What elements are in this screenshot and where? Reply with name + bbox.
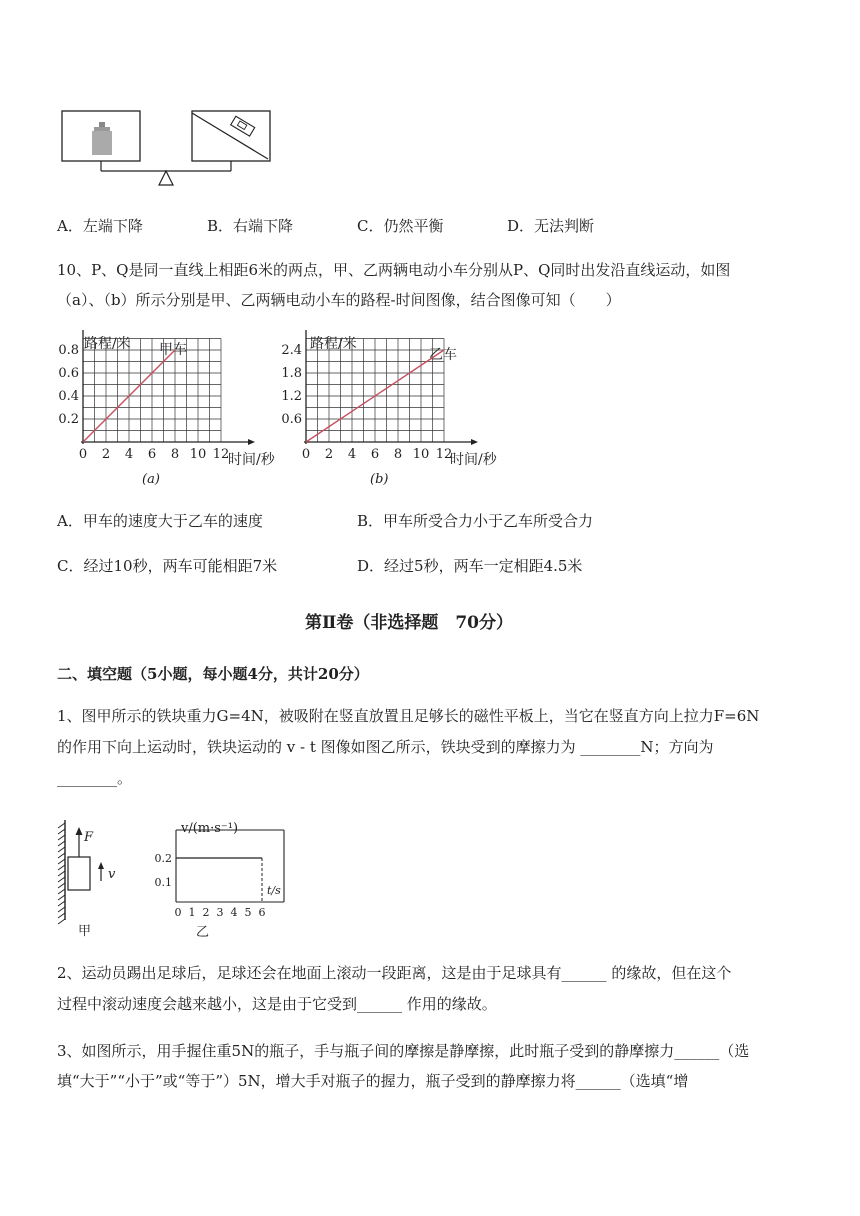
chart-a-xtick: 8 — [170, 447, 180, 462]
chart-vt-xtick: 4 — [230, 906, 238, 919]
chart-b-caption: (b) — [370, 472, 389, 487]
chart-a-ytick: 0.6 — [58, 366, 79, 381]
figure-jia-caption: 甲 — [78, 924, 92, 939]
chart-b-ylabel: 路程/米 — [310, 336, 357, 352]
chart-vt-xtick: 0 — [174, 906, 182, 919]
fill1-line1: 1、图甲所示的铁块重力G=4N，被吸附在竖直放置且足够长的磁性平板上，当它在竖直方向上拉力F=6N — [57, 707, 760, 725]
chart-vt-ylabel: v/(m·s⁻¹) — [181, 821, 239, 836]
chart-a — [55, 330, 295, 490]
q9-option-d: D．无法判断 — [507, 217, 595, 235]
iron-block — [68, 857, 90, 890]
chart-b-ytick: 0.6 — [281, 412, 302, 427]
q10-option-d: D．经过5秒，两车一定相距4.5米 — [357, 557, 583, 575]
chart-b-xtick: 4 — [347, 447, 357, 462]
chart-a-x-arrow — [248, 439, 255, 445]
chart-a-xtick: 2 — [101, 447, 111, 462]
chart-vt-xtick: 3 — [216, 906, 224, 919]
force-label: F — [84, 830, 94, 845]
chart-vt-xtick: 6 — [258, 906, 266, 919]
chart-a-xtick: 0 — [78, 447, 88, 462]
q10-option-c: C．经过10秒，两车可能相距7米 — [57, 557, 278, 575]
chart-b-ytick: 2.4 — [281, 343, 302, 358]
chart-b-xtick: 0 — [301, 447, 311, 462]
chart-a-xtick: 12 — [212, 447, 230, 462]
chart-a-series-label: 甲车 — [159, 342, 187, 358]
wall-hatching — [58, 823, 65, 924]
chart-a-xlabel: 时间/秒 — [228, 452, 275, 468]
cart-on-slope — [231, 116, 255, 136]
chart-a-xtick: 10 — [189, 447, 207, 462]
chart-b-series-label: 乙车 — [429, 347, 457, 363]
chart-b-xlabel: 时间/秒 — [450, 452, 497, 468]
chart-b-grid — [306, 339, 444, 443]
q9-option-a: A．左端下降 — [57, 217, 143, 235]
figure-jia — [55, 815, 135, 940]
chart-b-ytick: 1.2 — [281, 389, 302, 404]
fill2-line2: 过程中滚动速度会越来越小，这是由于它受到______ 作用的缘故。 — [57, 995, 497, 1013]
chart-vt — [150, 810, 300, 940]
fill2-line1: 2、运动员踢出足球后，足球还会在地面上滚动一段距离，这是由于足球具有______ 的缘故，但在这个 — [57, 964, 732, 982]
chart-b-xtick: 10 — [412, 447, 430, 462]
fulcrum — [159, 171, 173, 185]
chart-vt-xlabel: t/s — [267, 884, 281, 897]
chart-b-xtick: 6 — [370, 447, 380, 462]
chart-b-xtick: 12 — [435, 447, 453, 462]
chart-vt-ytick: 0.2 — [154, 852, 172, 865]
q9-option-b: B．右端下降 — [207, 217, 294, 235]
chart-a-ytick: 0.8 — [58, 343, 79, 358]
slope-line — [192, 113, 268, 159]
chart-a-ylabel: 路程/米 — [84, 336, 131, 352]
chart-vt-xtick: 2 — [202, 906, 210, 919]
chart-vt-xtick: 5 — [244, 906, 252, 919]
fill3-line2: 填“大于”“小于”或“等于”）5N，增大手对瓶子的握力，瓶子受到的静摩擦力将______（选填“增 — [57, 1072, 689, 1090]
chart-vt-ytick: 0.1 — [154, 876, 172, 889]
weight-block — [92, 122, 112, 155]
q9-option-c: C．仍然平衡 — [357, 217, 444, 235]
chart-a-xtick: 6 — [147, 447, 157, 462]
chart-b-xtick: 2 — [324, 447, 334, 462]
chart-vt-caption: 乙 — [196, 925, 210, 940]
fill1-line2: 的作用下向上运动时，铁块运动的 v - t 图像如图乙所示，铁块受到的摩擦力为 ________N；方向为 — [57, 738, 714, 756]
chart-b — [278, 330, 518, 490]
chart-b-x-arrow — [471, 439, 478, 445]
chart-vt-xtick: 1 — [188, 906, 196, 919]
chart-a-grid — [83, 339, 221, 443]
chart-a-xtick: 4 — [124, 447, 134, 462]
q10-option-b: B．甲车所受合力小于乙车所受合力 — [357, 512, 594, 530]
q10-text-line1: 10、P、Q是同一直线上相距6米的两点，甲、乙两辆电动小车分别从P、Q同时出发沿直线运动，如图 — [57, 261, 731, 279]
q10-text-line2: （a）、（b）所示分别是甲、乙两辆电动小车的路程-时间图像，结合图像可知（ ） — [57, 291, 621, 309]
chart-b-xtick: 8 — [393, 447, 403, 462]
q10-option-a: A．甲车的速度大于乙车的速度 — [57, 512, 263, 530]
chart-a-ytick: 0.2 — [58, 412, 79, 427]
velocity-label: v — [108, 867, 116, 882]
chart-a-ytick: 0.4 — [58, 389, 79, 404]
section-subtitle: 二、填空题（5小题，每小题4分，共计20分） — [57, 665, 369, 683]
fill3-line1: 3、如图所示，用手握住重5N的瓶子，手与瓶子间的摩擦是静摩擦，此时瓶子受到的静摩擦力______（选 — [57, 1042, 750, 1060]
balance-figure — [55, 105, 285, 190]
chart-a-caption: (a) — [142, 472, 160, 487]
section-title: 第Ⅱ卷（非选择题 70分） — [305, 613, 513, 633]
chart-b-ytick: 1.8 — [281, 366, 302, 381]
fill1-line3: ________。 — [57, 769, 133, 787]
